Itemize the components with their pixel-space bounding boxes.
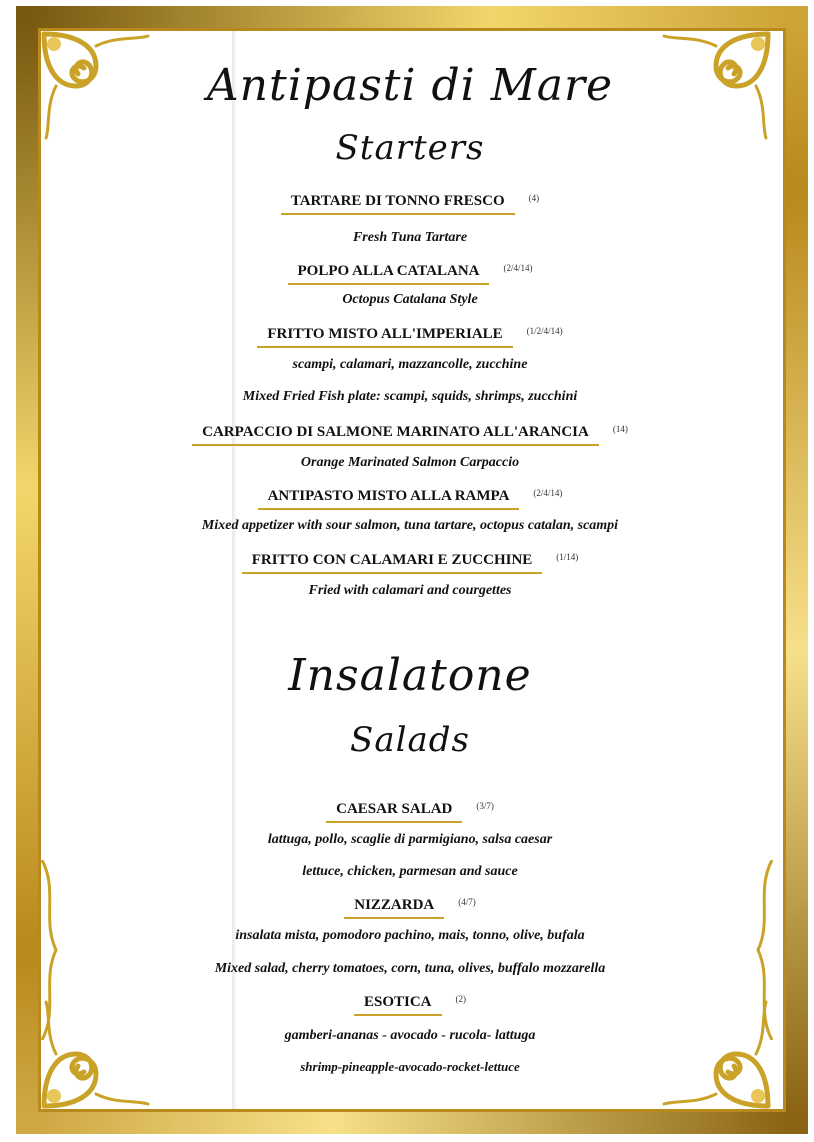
- menu-item: [60, 485, 760, 510]
- allergen-code: (2/4/14): [533, 488, 563, 498]
- menu-item: [60, 991, 760, 1016]
- dish-name: NIZZARDA: [344, 897, 444, 919]
- dish-name: TARTARE DI TONNO FRESCO: [281, 193, 515, 215]
- allergen-code: (1/14): [556, 552, 579, 562]
- dish-name: FRITTO MISTO ALL'IMPERIALE: [257, 326, 512, 348]
- dish-description: Mixed salad, cherry tomatoes, corn, tuna, olives, buffalo mozzarella: [214, 961, 606, 976]
- dish-description: shrimp-pineapple-avocado-rocket-lettuce: [300, 1059, 520, 1074]
- menu-item: [60, 798, 760, 823]
- dish-name: CARPACCIO DI SALMONE MARINATO ALL'ARANCIA: [192, 424, 599, 446]
- menu-item: [60, 894, 760, 919]
- menu-item: [60, 323, 760, 348]
- dish-name: FRITTO CON CALAMARI E ZUCCHINE: [242, 552, 543, 574]
- section-subtitle: Starters: [335, 128, 485, 168]
- menu-item: [60, 260, 760, 285]
- menu-item: [60, 421, 760, 446]
- allergen-code: (14): [612, 424, 628, 434]
- section-title: Antipasti di Mare: [206, 60, 614, 111]
- dish-description: lettuce, chicken, parmesan and sauce: [302, 864, 518, 879]
- allergen-code: (2): [455, 994, 467, 1004]
- dish-description: Fried with calamari and courgettes: [308, 583, 512, 598]
- dish-description: Fresh Tuna Tartare: [352, 230, 468, 245]
- menu-item: [60, 549, 760, 574]
- dish-description: gamberi-ananas - avocado - rucola- lattuga: [284, 1028, 536, 1043]
- dish-description: Mixed appetizer with sour salmon, tuna tartare, octopus catalan, scampi: [201, 518, 619, 533]
- allergen-code: (3/7): [476, 801, 494, 811]
- allergen-code: (4/7): [458, 897, 476, 907]
- dish-description: Orange Marinated Salmon Carpaccio: [300, 455, 520, 470]
- dish-name: ESOTICA: [354, 994, 442, 1016]
- section-title: Insalatone: [288, 650, 532, 701]
- allergen-code: (4): [528, 193, 540, 203]
- dish-description: scampi, calamari, mazzancolle, zucchine: [292, 357, 528, 372]
- dish-description: lattuga, pollo, scaglie di parmigiano, salsa caesar: [267, 832, 553, 847]
- dish-description: Octopus Catalana Style: [342, 292, 478, 307]
- dish-name: ANTIPASTO MISTO ALLA RAMPA: [258, 488, 520, 510]
- dish-name: CAESAR SALAD: [326, 801, 462, 823]
- allergen-code: (2/4/14): [503, 263, 533, 273]
- dish-name: POLPO ALLA CATALANA: [288, 263, 490, 285]
- dish-description: Mixed Fried Fish plate: scampi, squids, shrimps, zucchini: [242, 389, 578, 404]
- acanthus-leaf-icon: [38, 860, 62, 1040]
- section-subtitle: Salads: [350, 720, 470, 760]
- allergen-code: (1/2/4/14): [526, 326, 563, 336]
- menu-item: [60, 190, 760, 215]
- dish-description: insalata mista, pomodoro pachino, mais, tonno, olive, bufala: [235, 928, 585, 943]
